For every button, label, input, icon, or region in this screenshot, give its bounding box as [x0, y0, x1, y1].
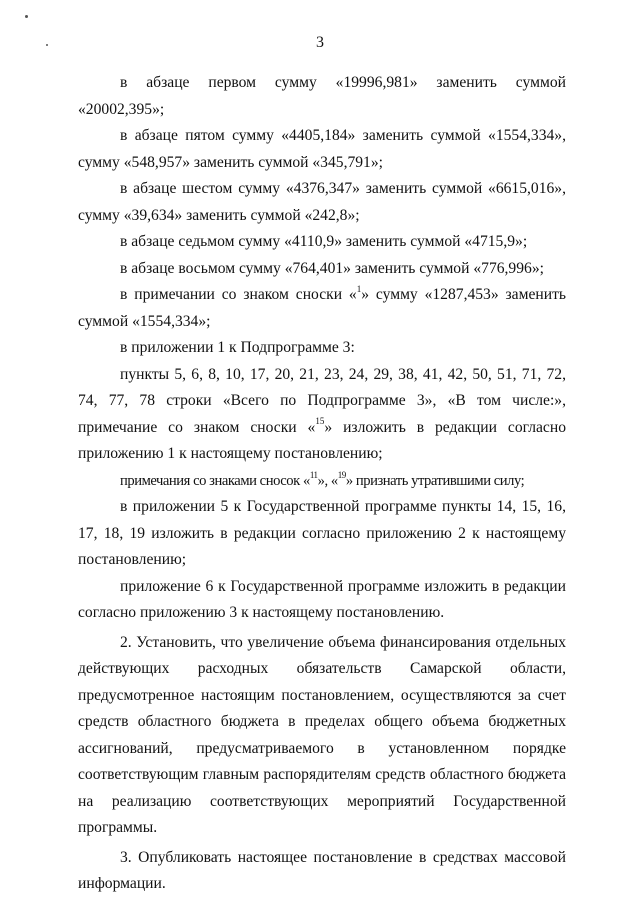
- paragraph: приложение 6 к Государственной программе изложить в редакции согласно приложению 3 к настоящему постановлению.: [78, 577, 566, 621]
- paragraph: в абзаце седьмом сумму «4110,9» заменить суммой «4715,9»;: [120, 233, 528, 250]
- paragraph: в приложении 1 к Подпрограмме 3:: [120, 339, 355, 356]
- footnote-marker: 11: [309, 469, 318, 480]
- paragraph: примечания со знаками сносок «$^{11}$», «$^{19}$» признать утратившими силу;: [120, 469, 525, 489]
- page-number: 3: [316, 34, 324, 51]
- document-body: [78, 70, 566, 898]
- footnote-marker: 19: [337, 469, 346, 480]
- paragraph: 3. Опубликовать настоящее постановление в средствах массовой информации.: [78, 848, 566, 892]
- paragraph: в абзаце первом сумму «19996,981» заменить суммой «20002,395»;: [78, 74, 566, 118]
- footnote-marker: 1: [356, 283, 362, 294]
- paragraph: в абзаце восьмом сумму «764,401» заменить суммой «776,996»;: [120, 259, 544, 277]
- paragraph: в приложении 5 к Государственной программе пункты 14, 15, 16, 17, 18, 19 изложить в редакции согласно приложению 2 к настоящему постановлению;: [78, 498, 566, 568]
- paragraph: пункты 5, 6, 8, 10, 17, 20, 21, 23, 24, 29, 38, 41, 42, 50, 51, 71, 72, 74, 77, 78 строки «Всего по Подпрограмме 3», «В том числе:», примечание со знаком сноски «$^{15}$» изложить в редакции согласно приложению 1 к настоящему постановлению;: [78, 365, 566, 462]
- paragraph: в абзаце шестом сумму «4376,347» заменить суммой «6615,016», сумму «39,634» заменить суммой «242,8»;: [78, 180, 566, 224]
- paragraph: 2. Установить, что увеличение объема финансирования отдельных действующих расходных обязательств Самарской области, предусмотренное настоящим постановлением, осуществляются за счет средств областного бюджета в пределах общего объема бюджетных ассигнований, предусматриваемого в установленном порядке соответствующим главным распорядителям средств областного бюджета на реализацию соответствующих мероприятий Государственной программы.: [78, 633, 566, 836]
- footnote-marker: 15: [315, 416, 325, 427]
- paragraph: в примечании со знаком сноски «$^1$» сумму «1287,453» заменить суммой «1554,334»;: [78, 283, 567, 330]
- paragraph: в абзаце пятом сумму «4405,184» заменить суммой «1554,334», сумму «548,957» заменить суммой «345,791»;: [78, 127, 566, 171]
- scan-speck: [25, 15, 28, 18]
